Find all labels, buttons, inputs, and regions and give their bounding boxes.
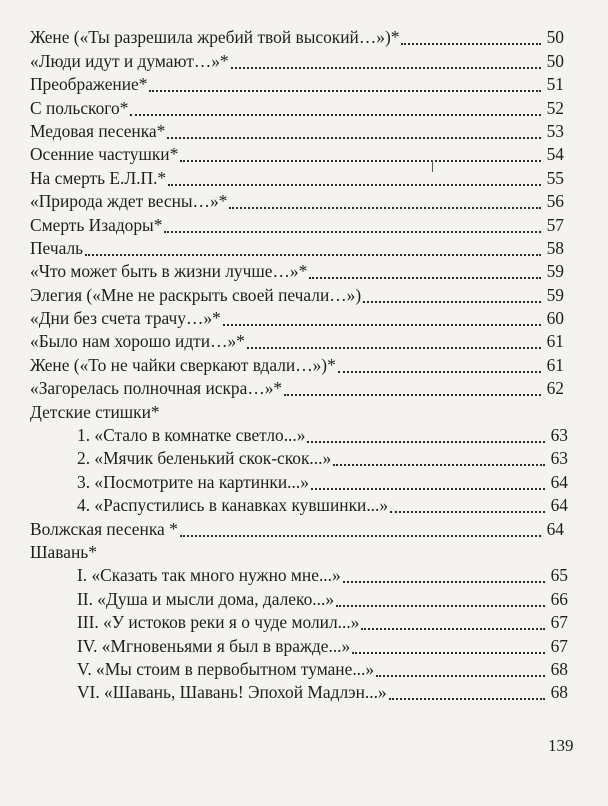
toc-entry <box>30 539 564 562</box>
dot-leader <box>284 378 541 396</box>
page-number: 139 <box>548 736 574 755</box>
dot-leader <box>309 261 541 279</box>
dot-leader <box>167 121 541 139</box>
toc-entry-title: 1. «Стало в комнатке светло...» <box>77 425 306 446</box>
toc-entry-page: 66 <box>550 588 568 609</box>
toc-entry-title: На смерть Е.Л.П.* <box>30 167 167 188</box>
toc-entry <box>30 211 564 234</box>
toc-entry <box>30 71 564 94</box>
toc-entry-page: 52 <box>546 97 564 118</box>
toc-entry-page: 68 <box>550 658 568 679</box>
dot-leader <box>229 191 541 209</box>
dot-leader <box>333 448 545 466</box>
toc-entry <box>77 679 568 702</box>
dot-leader <box>162 404 541 420</box>
toc-entry <box>77 609 568 632</box>
dot-leader <box>149 74 541 92</box>
toc-entry <box>77 562 568 585</box>
toc-entry-page: 58 <box>546 237 564 258</box>
toc-entry <box>77 632 568 655</box>
toc-entry <box>30 188 564 211</box>
dot-leader <box>389 682 545 700</box>
dot-leader <box>343 565 545 583</box>
toc-entry-page: 67 <box>550 635 568 656</box>
toc-entry-title: «Было нам хорошо идти…»* <box>30 331 245 352</box>
toc-entry <box>77 492 568 515</box>
dot-leader <box>336 589 545 607</box>
toc-entry-page: 57 <box>546 214 564 235</box>
dot-leader <box>164 215 541 233</box>
toc-entry-title: Жене («Ты разрешила жребий твой высокий…»)* <box>30 27 400 48</box>
dot-leader <box>361 612 545 630</box>
toc-entry <box>30 24 564 47</box>
dot-leader <box>390 495 545 513</box>
dot-leader <box>180 144 541 162</box>
toc-entry-title: Шавань* <box>30 541 97 562</box>
toc-entry-title: Элегия («Мне не раскрыть своей печали…») <box>30 284 362 305</box>
toc-entry <box>30 258 564 281</box>
toc-entry-title: III. «У истоков реки я о чуде молил...» <box>77 612 360 633</box>
toc-entry-title: V. «Мы стоим в первобытном тумане...» <box>77 658 375 679</box>
toc-entry <box>30 164 564 187</box>
toc-entry-title: «Что может быть в жизни лучше…»* <box>30 261 308 282</box>
dot-leader <box>180 519 541 537</box>
toc-entry-page: 54 <box>546 144 564 165</box>
toc-entry-title: II. «Душа и мысли дома, далеко...» <box>77 588 335 609</box>
toc-entry-page: 53 <box>546 120 564 141</box>
toc-entry-page: 60 <box>546 308 564 329</box>
table-of-contents <box>0 24 608 702</box>
toc-entry <box>77 445 568 468</box>
toc-entry <box>30 141 564 164</box>
toc-entry <box>30 235 564 258</box>
toc-entry <box>77 585 568 608</box>
dot-leader <box>363 285 541 303</box>
toc-entry-title: С польского* <box>30 97 129 118</box>
toc-entry <box>77 468 568 491</box>
toc-entry-title: Волжская песенка * <box>30 518 178 539</box>
toc-entry <box>30 281 564 304</box>
toc-entry-title: Осенние частушки* <box>30 144 179 165</box>
toc-entry <box>77 656 568 679</box>
toc-entry-page: 61 <box>546 331 564 352</box>
toc-entry-title: Медовая песенка* <box>30 120 166 141</box>
dot-leader <box>311 472 545 490</box>
toc-entry-title: «Природа ждет весны…»* <box>30 191 228 212</box>
toc-entry-page: 50 <box>546 27 564 48</box>
toc-entry-title: Печаль <box>30 237 84 258</box>
toc-entry <box>30 328 564 351</box>
dot-leader <box>99 544 541 560</box>
toc-entry-page: 56 <box>546 191 564 212</box>
toc-entry-page: 61 <box>546 354 564 375</box>
stray-mark <box>432 160 433 172</box>
dot-leader <box>376 659 545 677</box>
dot-leader <box>168 168 541 186</box>
toc-entry-page: 63 <box>550 448 568 469</box>
toc-entry-page: 67 <box>550 612 568 633</box>
toc-entry-title: IV. «Мгновеньями я был в вражде...» <box>77 635 351 656</box>
toc-entry-title: Преображение* <box>30 74 148 95</box>
toc-entry-page: 50 <box>546 50 564 71</box>
dot-leader <box>338 355 541 373</box>
dot-leader <box>307 425 545 443</box>
toc-entry-title: 3. «Посмотрите на картинки...» <box>77 471 309 492</box>
toc-entry-title: 2. «Мячик беленький скок-скок...» <box>77 448 332 469</box>
toc-entry-page: 64 <box>550 471 568 492</box>
toc-entry-title: «Загорелась полночная искра…»* <box>30 378 283 399</box>
toc-entry <box>30 47 564 70</box>
toc-entry-page: 62 <box>546 378 564 399</box>
dot-leader <box>247 331 541 349</box>
dot-leader <box>231 51 541 69</box>
toc-entry-page: 59 <box>546 284 564 305</box>
toc-entry-page: 64 <box>550 495 568 516</box>
toc-entry-title: 4. «Распустились в канавках кувшинки...» <box>77 495 389 516</box>
dot-leader <box>85 238 541 256</box>
toc-entry <box>77 422 568 445</box>
toc-entry-page: 59 <box>546 261 564 282</box>
toc-entry-page: 63 <box>550 425 568 446</box>
toc-entry-title: «Люди идут и думают…»* <box>30 50 229 71</box>
toc-entry-page: 55 <box>546 167 564 188</box>
toc-entry-title: I. «Сказать так много нужно мне...» <box>77 565 341 586</box>
toc-entry-title: «Дни без счета трачу…»* <box>30 308 221 329</box>
toc-entry-page: 64 <box>546 518 564 539</box>
dot-leader <box>223 308 541 326</box>
toc-entry <box>30 375 564 398</box>
toc-entry-title: Жене («То не чайки сверкают вдали…»)* <box>30 354 336 375</box>
toc-entry <box>30 94 564 117</box>
toc-entry <box>30 351 564 374</box>
toc-entry-page: 68 <box>550 682 568 703</box>
toc-entry-title: VI. «Шавань, Шавань! Эпохой Мадлэн...» <box>77 682 387 703</box>
dot-leader <box>130 98 541 116</box>
toc-entry <box>30 118 564 141</box>
toc-entry-title: Детские стишки* <box>30 401 160 422</box>
toc-entry <box>30 305 564 328</box>
toc-entry <box>30 398 564 421</box>
dot-leader <box>401 27 541 45</box>
toc-entry-page: 51 <box>546 74 564 95</box>
toc-entry <box>30 515 564 538</box>
toc-entry-page: 65 <box>550 565 568 586</box>
dot-leader <box>352 636 545 654</box>
toc-entry-title: Смерть Изадоры* <box>30 214 163 235</box>
